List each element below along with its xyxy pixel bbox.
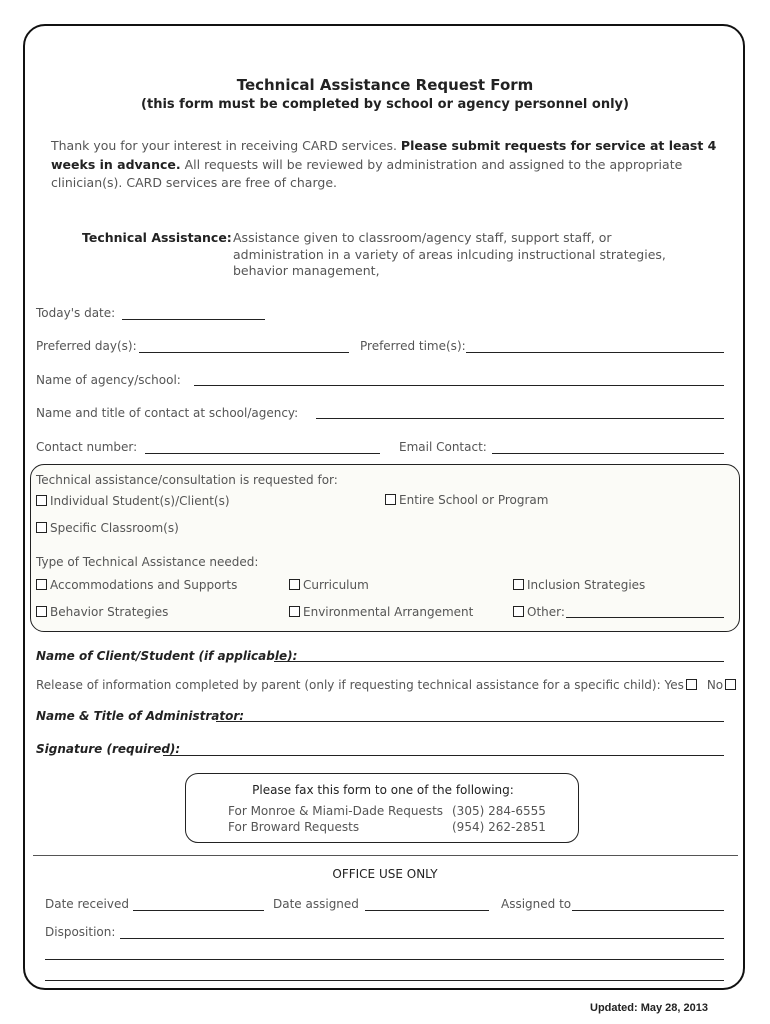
agency-name-field[interactable] — [194, 385, 724, 386]
intro-text-1: Thank you for your interest in receiving CARD services. — [51, 138, 401, 153]
form-subtitle: (this form must be completed by school or agency personnel only) — [141, 97, 629, 112]
technical-assistance-label: Technical Assistance: — [82, 230, 232, 245]
requested-for-label: Technical assistance/consultation is requested for: — [36, 473, 338, 487]
assigned-to-label: Assigned to — [501, 897, 572, 911]
form-title: Technical Assistance Request Form — [236, 76, 534, 94]
email-contact-field[interactable] — [492, 453, 724, 454]
fax-title: Please fax this form to one of the following: — [252, 783, 514, 797]
contact-name-label: Name and title of contact at school/agency: — [36, 406, 299, 420]
option-environment-label: Environmental Arrangement — [303, 605, 474, 619]
option-other-label: Other: — [527, 605, 565, 619]
release-no-label: No — [706, 678, 724, 692]
checkbox-other[interactable] — [513, 606, 524, 617]
option-inclusion[interactable] — [513, 578, 645, 592]
release-text: Release of information completed by parent (only if requesting technical assistance for a specific child): Yes — [36, 678, 684, 692]
checkbox-entire-school[interactable] — [385, 494, 396, 505]
option-entire-school-label: Entire School or Program — [399, 493, 549, 507]
other-field[interactable] — [566, 617, 724, 618]
fax-monroe-label: For Monroe & Miami-Dade Requests — [228, 804, 444, 818]
option-behavior[interactable] — [36, 605, 168, 619]
checkbox-release-yes[interactable] — [686, 679, 697, 690]
release-row — [36, 678, 739, 692]
date-assigned-label: Date assigned — [273, 897, 359, 911]
signature-field[interactable] — [163, 755, 724, 756]
option-environment[interactable] — [289, 605, 473, 619]
checkbox-behavior[interactable] — [36, 606, 47, 617]
checkbox-classroom[interactable] — [36, 522, 47, 533]
date-received-field[interactable] — [133, 910, 264, 911]
contact-number-label: Contact number: — [36, 440, 138, 454]
checkbox-environment[interactable] — [289, 606, 300, 617]
option-individual-label: Individual Student(s)/Client(s) — [50, 494, 230, 508]
checkbox-inclusion[interactable] — [513, 579, 524, 590]
office-divider — [33, 855, 738, 856]
technical-assistance-description — [233, 230, 703, 280]
client-name-field[interactable] — [274, 661, 724, 662]
administrator-label: Name & Title of Administrator: — [36, 709, 245, 723]
date-received-label: Date received — [45, 897, 129, 911]
ta-desc-line-3: behavior management, — [233, 263, 380, 278]
option-curriculum[interactable] — [289, 578, 369, 592]
option-inclusion-label: Inclusion Strategies — [527, 578, 646, 592]
signature-label: Signature (required): — [36, 742, 181, 756]
fax-monroe-number: (305) 284-6555 — [452, 804, 546, 818]
todays-date-field[interactable] — [122, 319, 265, 320]
option-curriculum-label: Curriculum — [303, 578, 369, 592]
preferred-time-label: Preferred time(s): — [360, 339, 466, 353]
option-classroom-label: Specific Classroom(s) — [50, 521, 179, 535]
checkbox-release-no[interactable] — [725, 679, 736, 690]
disposition-field[interactable] — [120, 938, 724, 939]
agency-name-label: Name of agency/school: — [36, 373, 181, 387]
option-accommodations[interactable] — [36, 578, 237, 592]
fax-broward-number: (954) 262-2851 — [452, 820, 546, 834]
contact-number-field[interactable] — [145, 453, 380, 454]
updated-date: Updated: May 28, 2013 — [590, 1002, 708, 1014]
preferred-days-field[interactable] — [139, 352, 349, 353]
fax-broward-label: For Broward Requests — [228, 820, 360, 834]
option-other[interactable] — [513, 605, 565, 619]
preferred-days-label: Preferred day(s): — [36, 339, 137, 353]
administrator-field[interactable] — [216, 721, 724, 722]
option-classroom[interactable] — [36, 521, 179, 535]
disposition-line-3[interactable] — [45, 980, 724, 981]
option-entire-school[interactable] — [385, 493, 548, 507]
disposition-label: Disposition: — [45, 925, 116, 939]
option-behavior-label: Behavior Strategies — [50, 605, 169, 619]
checkbox-curriculum[interactable] — [289, 579, 300, 590]
email-contact-label: Email Contact: — [399, 440, 487, 454]
date-assigned-field[interactable] — [365, 910, 489, 911]
fax-box — [185, 773, 579, 843]
assigned-to-field[interactable] — [572, 910, 724, 911]
type-label: Type of Technical Assistance needed: — [36, 555, 259, 569]
disposition-line-2[interactable] — [45, 959, 724, 960]
option-accommodations-label: Accommodations and Supports — [50, 578, 238, 592]
contact-name-field[interactable] — [316, 418, 724, 419]
ta-desc-line-2: administration in a variety of areas inlcuding instructional strategies, — [233, 246, 666, 262]
intro-text-3: All requests will be reviewed by administration and assigned to the appropriate clinician(s). CARD services are free of charge. — [51, 156, 683, 190]
intro-paragraph — [51, 137, 721, 193]
office-use-heading: OFFICE USE ONLY — [332, 867, 438, 881]
checkbox-accommodations[interactable] — [36, 579, 47, 590]
option-individual[interactable] — [36, 494, 230, 508]
todays-date-label: Today's date: — [36, 306, 116, 320]
ta-desc-line-1: Assistance given to classroom/agency staff, support staff, or — [233, 230, 612, 245]
intro-text-bold: Please submit requests for service at least 4 weeks in advance. — [51, 138, 717, 172]
checkbox-individual[interactable] — [36, 495, 47, 506]
client-name-label: Name of Client/Student (if applicable): — [36, 649, 298, 663]
preferred-time-field[interactable] — [466, 352, 724, 353]
